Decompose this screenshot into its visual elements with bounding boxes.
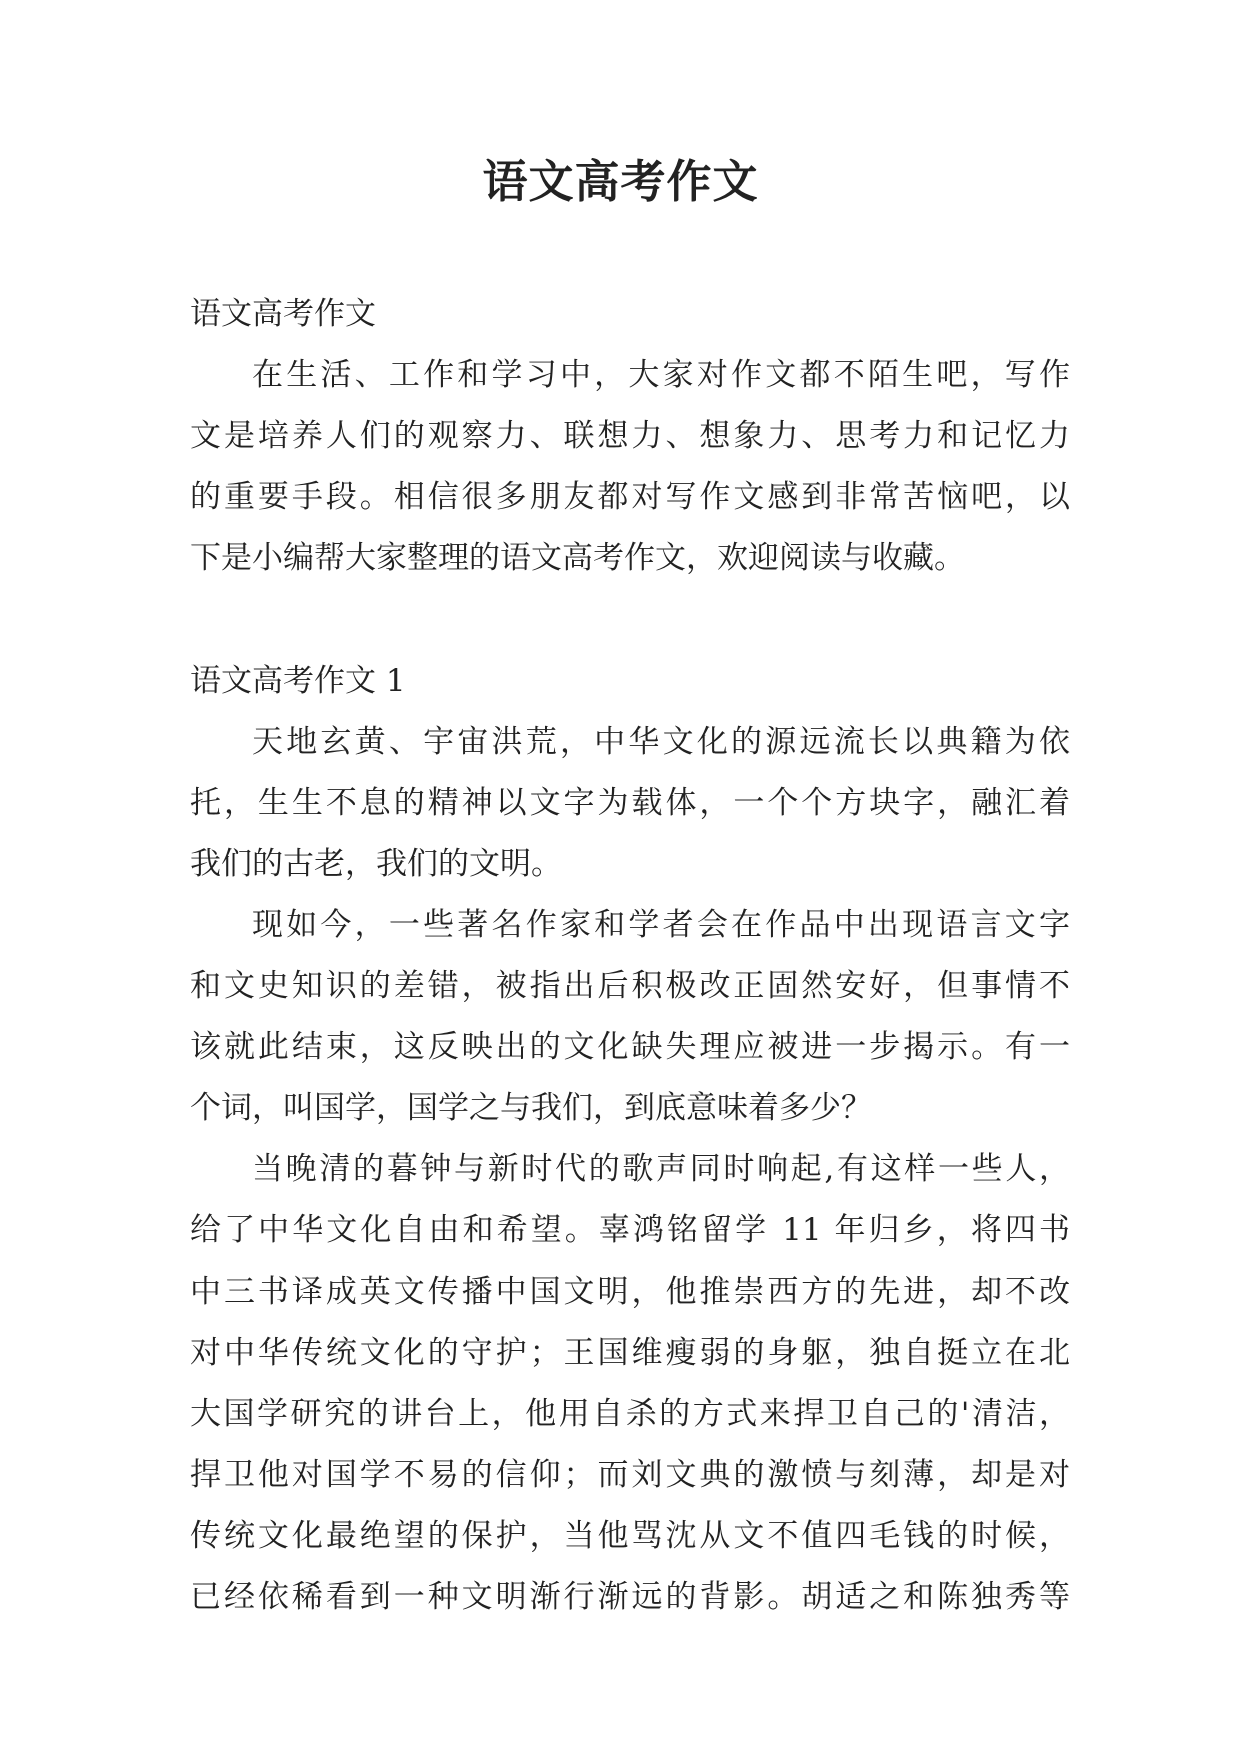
intro-paragraph (190, 345, 1070, 589)
paragraph-line: 我们的古老，我们的文明。 (190, 845, 562, 882)
section1-paragraph-2 (190, 895, 1070, 1139)
paragraph-line: 和文史知识的差错，被指出后积极改正固然安好，但事情不 (190, 968, 1070, 1005)
paragraph-line: 传统文化最绝望的保护，当他骂沈从文不值四毛钱的时候， (190, 1517, 1070, 1554)
paragraph-line: 已经依稀看到一种文明渐行渐远的背影。胡适之和陈独秀等 (190, 1578, 1070, 1615)
paragraph-line: 该就此结束，这反映出的文化缺失理应被进一步揭示。有一 (190, 1029, 1070, 1066)
subtitle: 语文高考作文 (190, 296, 376, 332)
section1-paragraph-3 (190, 1139, 1070, 1628)
paragraph-line: 当晚清的暮钟与新时代的歌声同时响起,有这样一些人， (252, 1151, 1070, 1188)
document-title: 语文高考作文 (482, 155, 759, 208)
document-body (190, 284, 1070, 1628)
paragraph-line: 下是小编帮大家整理的语文高考作文，欢迎阅读与收藏。 (190, 540, 965, 577)
paragraph-line: 托，生生不息的精神以文字为载体，一个个方块字，融汇着 (190, 784, 1070, 821)
section1-paragraph-1 (190, 712, 1070, 895)
paragraph-line: 捍卫他对国学不易的信仰；而刘文典的激愤与刻薄，却是对 (190, 1456, 1070, 1493)
paragraph-line: 中三书译成英文传播中国文明，他推崇西方的先进，却不改 (190, 1273, 1070, 1310)
paragraph-line: 在生活、工作和学习中，大家对作文都不陌生吧，写作 (252, 357, 1070, 394)
paragraph-line: 天地玄黄、宇宙洪荒，中华文化的源远流长以典籍为依 (252, 723, 1070, 760)
paragraph-line: 文是培养人们的观察力、联想力、想象力、思考力和记忆力 (190, 418, 1070, 455)
section-spacer (190, 589, 1070, 650)
paragraph-line: 现如今，一些著名作家和学者会在作品中出现语言文字 (252, 906, 1070, 943)
paragraph-line: 的重要手段。相信很多朋友都对写作文感到非常苦恼吧，以 (190, 479, 1070, 516)
section-heading: 语文高考作文 1 (190, 662, 406, 699)
paragraph-line: 个词，叫国学，国学之与我们，到底意味着多少？ (190, 1090, 872, 1127)
paragraph-line: 给了中华文化自由和希望。辜鸿铭留学 11 年归乡，将四书 (190, 1212, 1070, 1249)
paragraph-line: 大国学研究的讲台上，他用自杀的方式来捍卫自己的'清洁， (190, 1395, 1070, 1432)
paragraph-line: 对中华传统文化的守护；王国维瘦弱的身躯，独自挺立在北 (190, 1334, 1070, 1371)
